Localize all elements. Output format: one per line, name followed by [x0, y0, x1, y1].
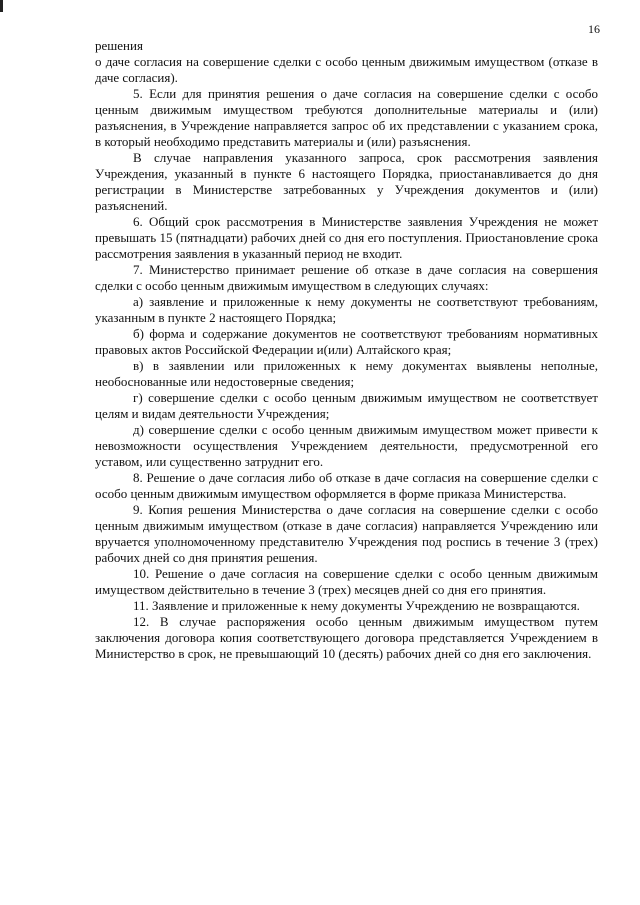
- paragraph: г) совершение сделки с особо ценным движимым имуществом не соответствует целям и видам деятельности Учреждения;: [95, 390, 598, 421]
- paragraph: в) в заявлении или приложенных к нему документах выявлены неполные, необоснованные или недостоверные сведения;: [95, 358, 598, 389]
- paragraph: 12. В случае распоряжения особо ценным движимым имуществом путем заключения договора копия соответствующего договора представляется Учреждением в Министерство в срок, не превышающий 10 (десять) рабочих дней со дня его заключения.: [95, 614, 598, 661]
- paragraph: 10. Решение о даче согласия на совершение сделки с особо ценным движимым имуществом действительно в течение 3 (трех) месяцев дней со дня его принятия.: [95, 566, 598, 597]
- paragraph: б) форма и содержание документов не соответствуют требованиям нормативных правовых актов Российской Федерации и(или) Алтайского края;: [95, 326, 598, 357]
- document-body: [95, 38, 598, 662]
- paragraph: 9. Копия решения Министерства о даче согласия на совершение сделки с особо ценным движимым имуществом (отказе в даче согласия) направляется Учреждению или вручается уполномоченному представителю Учреждения под роспись в течение 3 (трех) рабочих дней со дня принятия решения.: [95, 502, 598, 565]
- paragraph: 5. Если для принятия решения о даче согласия на совершение сделки с особо ценным движимым имуществом требуются дополнительные материалы и (или) разъяснения, в Учреждение направляется запрос об их представлении с указанием срока, в который необходимо представить материалы и (или) разъяснения.: [95, 86, 598, 149]
- paragraph: 6. Общий срок рассмотрения в Министерстве заявления Учреждения не может превышать 15 (пятнадцати) рабочих дней со дня его поступления. Приостановление срока рассмотрения заявления в указанный период не входит.: [95, 214, 598, 261]
- paragraph: В случае направления указанного запроса, срок рассмотрения заявления Учреждения, указанный в пункте 6 настоящего Порядка, приостанавливается до дня регистрации в Министерстве затребованных у Учреждения документов и (или) разъяснений.: [95, 150, 598, 213]
- paragraph: 8. Решение о даче согласия либо об отказе в даче согласия на совершение сделки с особо ценным движимым имуществом оформляется в форме приказа Министерства.: [95, 470, 598, 501]
- paragraph: о даче согласия на совершение сделки с особо ценным движимым имуществом (отказе в даче согласия).: [95, 54, 598, 85]
- paragraph: 7. Министерство принимает решение об отказе в даче согласия на совершения сделки с особо ценным движимым имуществом в следующих случаях:: [95, 262, 598, 293]
- scan-edge-mark: [0, 0, 3, 12]
- paragraph: решения: [95, 38, 143, 53]
- page-number: 16: [588, 22, 600, 36]
- paragraph: д) совершение сделки с особо ценным движимым имуществом может привести к невозможности осуществления Учреждением деятельности, предусмотренной его уставом, или существенно затруднит его.: [95, 422, 598, 469]
- paragraph: 11. Заявление и приложенные к нему документы Учреждению не возвращаются.: [133, 598, 580, 613]
- paragraph: а) заявление и приложенные к нему документы не соответствуют требованиям, указанным в пункте 2 настоящего Порядка;: [95, 294, 598, 325]
